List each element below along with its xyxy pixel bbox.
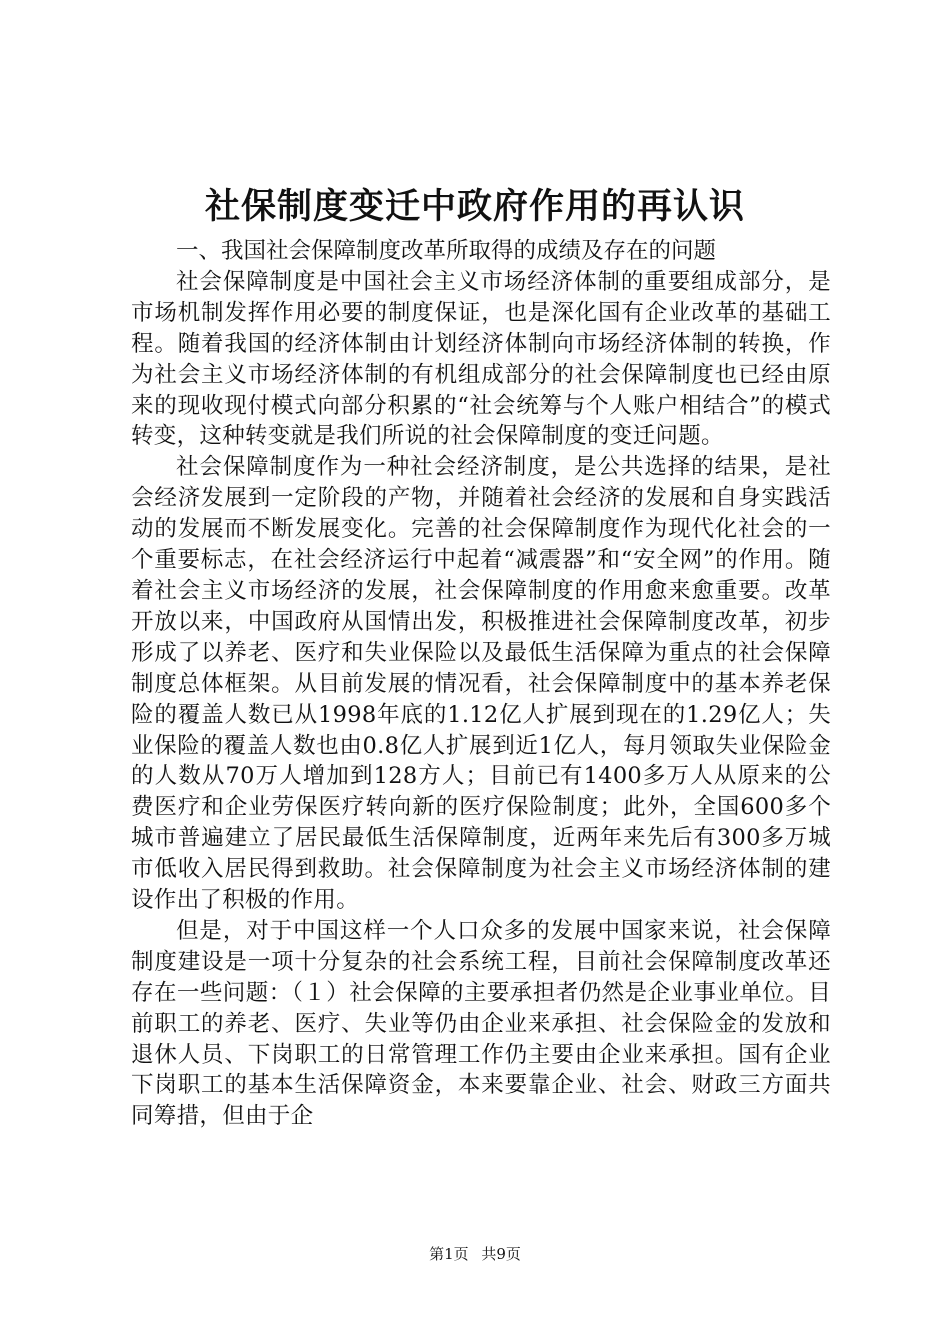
page-total: 共9页 [481, 1245, 521, 1263]
paragraph: 社会保障制度是中国社会主义市场经济体制的重要组成部分，是市场机制发挥作用必要的制度保证，也是深化国有企业改革的基础工程。随着我国的经济体制由计划经济体制向市场经济体制的转换，作为社会主义市场经济体制的有机组成部分的社会保障制度也已经由原来的现收现付模式向部分积累的“社会统筹与个人账户相结合”的模式转变，这种转变就是我们所说的社会保障制度的变迁问题。 [131, 268, 831, 450]
section-heading: 一、我国社会保障制度改革所取得的成绩及存在的问题 [176, 238, 717, 264]
page-number: 第1页 [429, 1245, 469, 1263]
page-footer [0, 1244, 950, 1264]
paragraph: 但是，对于中国这样一个人口众多的发展中国家来说，社会保障制度建设是一项十分复杂的社会系统工程，目前社会保障制度改革还存在一些问题：（１）社会保障的主要承担者仍然是企业事业单位。目前职工的养老、医疗、失业等仍由企业来承担、社会保险金的发放和退休人员、下岗职工的日常管理工作仍主要由企业来承担。国有企业下岗职工的基本生活保障资金，本来要靠企业、社会、财政三方面共同筹措，但由于企 [131, 917, 831, 1130]
document-title: 社保制度变迁中政府作用的再认识 [204, 186, 745, 227]
paragraph: 社会保障制度作为一种社会经济制度，是公共选择的结果，是社会经济发展到一定阶段的产物，并随着社会经济的发展和自身实践活动的发展而不断发展变化。完善的社会保障制度作为现代化社会的一个重要标志，在社会经济运行中起着“减震器”和“安全网”的作用。随着社会主义市场经济的发展，社会保障制度的作用愈来愈重要。改革开放以来，中国政府从国情出发，积极推进社会保障制度改革，初步形成了以养老、医疗和失业保险以及最低生活保障为重点的社会保障制度总体框架。从目前发展的情况看，社会保障制度中的基本养老保险的覆盖人数已从1998年底的1.12亿人扩展到现在的1.29亿人；失业保险的覆盖人数也由0.8亿人扩展到近1亿人，每月领取失业保险金的人数从70万人增加到128方人；目前已有1400多万人从原来的公费医疗和企业劳保医疗转向新的医疗保险制度；此外，全国600多个城市普遍建立了居民最低生活保障制度，近两年来先后有300多万城市低收入居民得到救助。社会保障制度为社会主义市场经济体制的建设作出了积极的作用。 [131, 454, 831, 914]
document-body [131, 236, 831, 1132]
